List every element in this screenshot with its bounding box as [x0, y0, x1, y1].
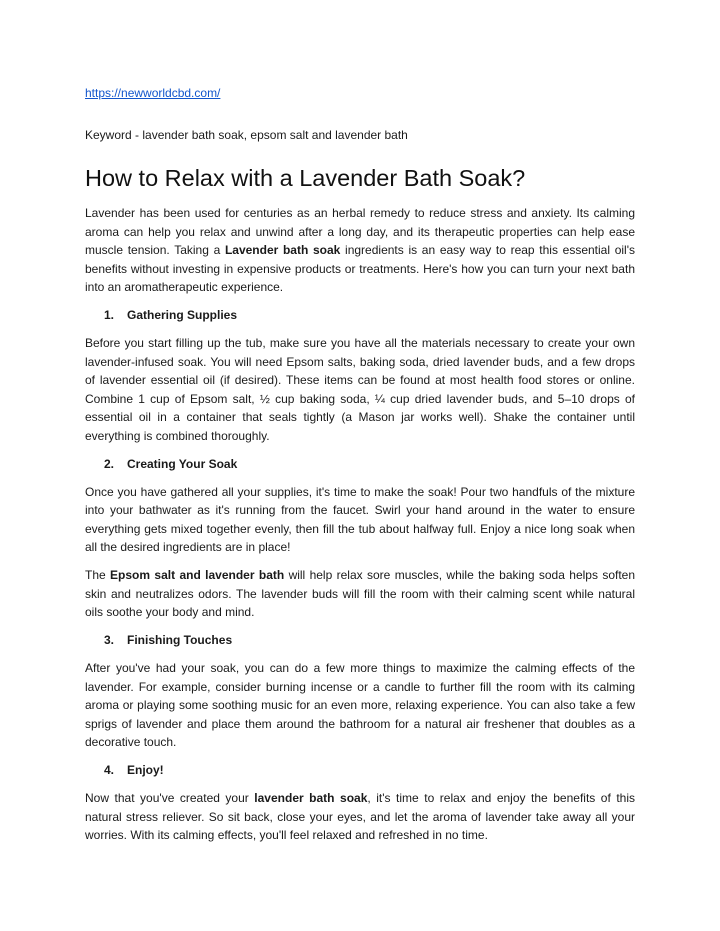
- section-paragraph-finishing-touches: After you've had your soak, you can do a few more things to maximize the calming effects of the lavender. For example, consider burning incense or a candle to further fill the room with its calming aroma or playing some soothing music for an even more, relaxing experience. You can also take a few sprigs of lavender and place them around the bathroom for a natural air freshener that doubles as a decorative touch.: [85, 661, 635, 749]
- article-title: How to Relax with a Lavender Bath Soak?: [85, 165, 526, 191]
- section-paragraph-creating-soak: Once you have gathered all your supplies, it's time to make the soak! Pour two handfuls of the mixture into your bathwater as it's running from the faucet. Swirl your hand around in the water to ensure everything gets mixed together evenly, then fill the tub about halfway full. Enjoy a nice long soak when all the desired ingredients are in place!: [85, 484, 635, 554]
- keyword-line: Keyword - lavender bath soak, epsom salt and lavender bath: [85, 128, 408, 142]
- section-paragraph-gathering-supplies: Before you start filling up the tub, make sure you have all the materials necessary to create your own lavender-infused soak. You will need Epsom salts, baking soda, dried lavender buds, and a few drops of lavender essential oil (if desired). These items can be found at most health food stores or online. Combine 1 cup of Epsom salt, ½ cup baking soda, ¼ cup dried lavender buds, and 5–10 drops of essential oil in a container that seals tightly (a Mason jar works well). Shake the container until everything is combined thoroughly.: [85, 336, 635, 443]
- intro-keyword: Lavender bath soak: [224, 243, 341, 257]
- source-link[interactable]: https://newworldcbd.com/: [85, 86, 221, 100]
- section-paragraph-enjoy: Now that you've created your lavender bath soak, it's time to relax and enjoy the benefits of this natural stress reliever. So sit back, close your eyes, and let the aroma of lavender take away all your worries. With its calming effects, you'll feel relaxed and refreshed in no time.: [85, 791, 635, 842]
- article-body: [85, 204, 635, 854]
- section-heading-finishing-touches: 3. Finishing Touches: [104, 633, 233, 647]
- section-heading-creating-soak: 2. Creating Your Soak: [104, 456, 238, 471]
- section-paragraph-epsom-salt: The Epsom salt and lavender bath will help relax sore muscles, while the baking soda helps soften skin and neutralizes odors. The lavender buds will fill the room with their calming scent while natural oils soothe your body and mind.: [85, 568, 636, 619]
- intro-paragraph: Lavender has been used for centuries as an herbal remedy to reduce stress and anxiety. Its calming aroma can help you relax and unwind after a long day, and its therapeutic properties can help ease muscle tension. Taking a Lavender bath soak ingredients is an easy way to reap this essential oil's benefits without investing in expensive products or treatments. Here's how you can turn your next bath into an aromatherapeutic experience.: [85, 206, 635, 294]
- section-heading-enjoy: 4. Enjoy!: [104, 763, 164, 777]
- section-heading-gathering-supplies: 1. Gathering Supplies: [104, 308, 238, 322]
- enjoy-keyword: lavender bath soak: [254, 791, 368, 805]
- epsom-keyword: Epsom salt and lavender bath: [110, 568, 285, 582]
